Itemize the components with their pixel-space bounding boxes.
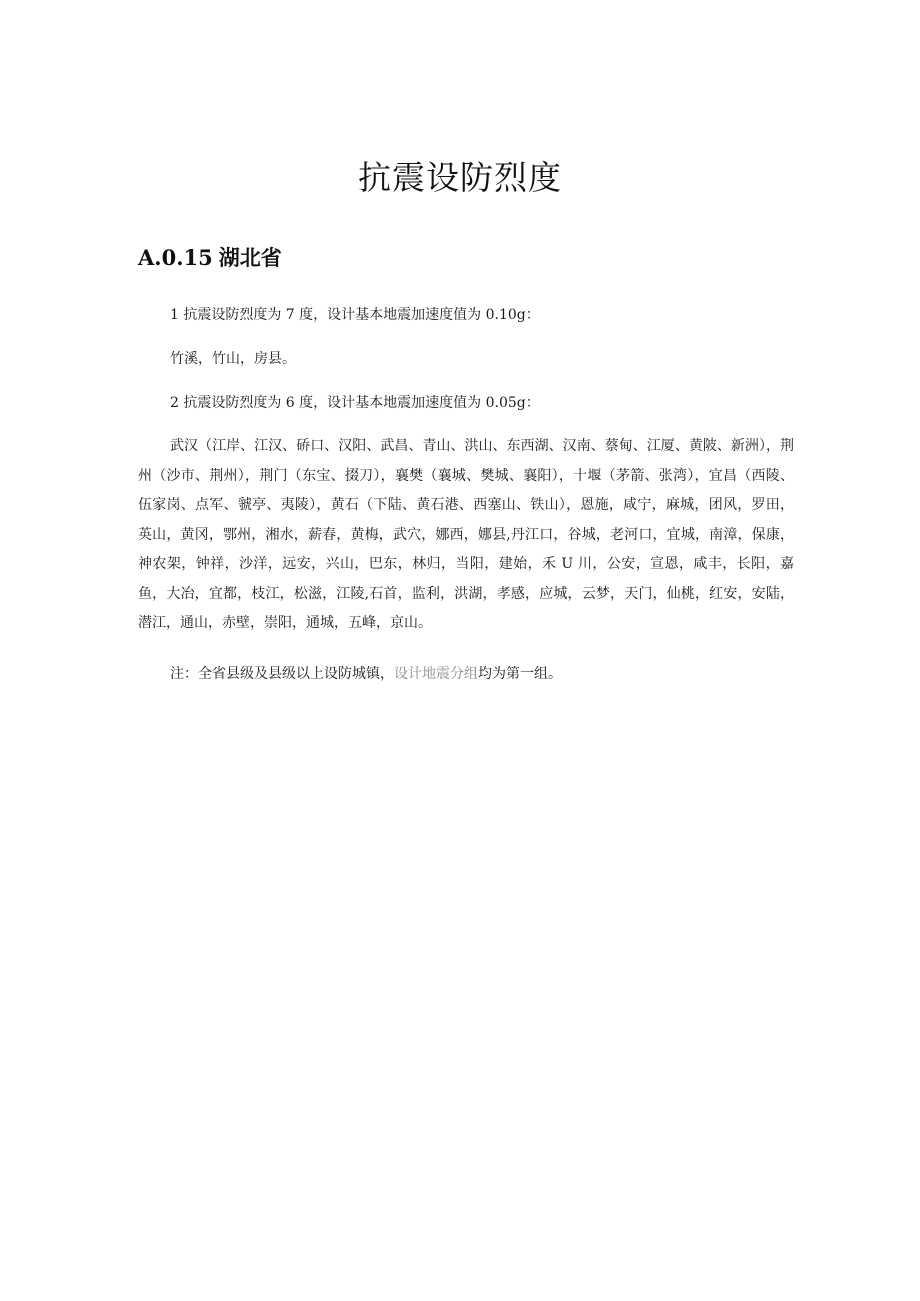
note-suffix: 均为第一组。 — [478, 665, 562, 682]
document-body — [138, 300, 794, 703]
list-intensity-7: 竹溪，竹山，房县。 — [170, 351, 296, 367]
clause-intensity-6: 2 抗震设防烈度为 6 度，设计基本地震加速度值为 0.05g： — [170, 395, 540, 411]
section-heading — [138, 242, 282, 272]
section-number: A.0.15 — [138, 245, 213, 270]
list-intensity-6: 武汉（江岸、江汉、硚口、汉阳、武昌、青山、洪山、东西湖、汉南、蔡甸、江厦、黄陂、新洲），荆州（沙市、荆州），荆门（东宝、掇刀），襄樊（襄城、樊城、襄阳），十堰（茅箭、张湾），宜昌（西陵、伍家岗、点军、虢亭、夷陵），黄石（下陆、黄石港、西塞山、铁山），恩施，咸宁，麻城，团风，罗田，英山，黄冈，鄂州，湘水，薪春，黄梅，武穴，娜西，娜县,丹江口，谷城，老河口，宜城，南漳，保康，神农架，钟祥，沙洋，远安，兴山，巴东，林归，当阳，建始，禾 U 川，公安，宣恩，咸丰，长阳，嘉鱼，大冶，宜都，枝江，松滋，江陵,石首，监利，洪湖，孝感，应城，云梦，天门，仙桃，红安，安陆，潜江，通山，赤壁，崇阳，通城，五峰，京山。 — [138, 438, 794, 631]
clause-intensity-7: 1 抗震设防烈度为 7 度，设计基本地震加速度值为 0.10g： — [170, 307, 540, 323]
section-name: 湖北省 — [218, 246, 282, 270]
note — [138, 659, 794, 689]
note-link-design-group[interactable]: 设计地震分组 — [394, 665, 478, 682]
page-title: 抗震设防烈度 — [358, 158, 562, 197]
note-prefix: 注：全省县级及县级以上设防城镇， — [170, 665, 394, 682]
